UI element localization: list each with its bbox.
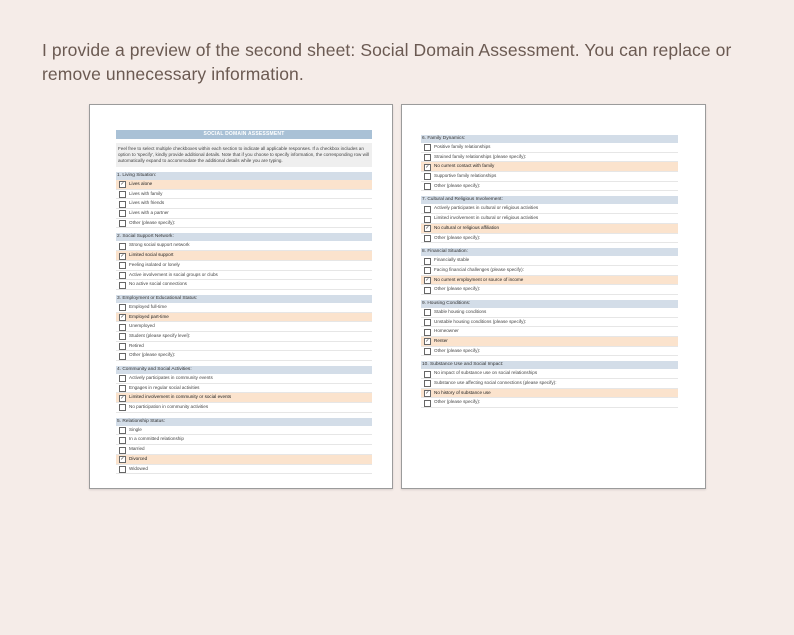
- checkbox-checked-icon[interactable]: ✓: [425, 390, 430, 397]
- checkbox-option-row[interactable]: [116, 426, 372, 436]
- option-label: Renter: [434, 338, 448, 343]
- option-label: Retired: [129, 342, 144, 348]
- option-label: Actively participates in cultural or religious activities: [434, 205, 539, 211]
- checkbox-option-row[interactable]: [116, 313, 372, 323]
- checkbox-option-row[interactable]: [421, 266, 678, 276]
- checkbox-checked-icon[interactable]: ✓: [120, 456, 125, 463]
- option-label: Homeowner: [434, 328, 459, 334]
- assessment-section: [116, 366, 372, 413]
- checkbox-checked-icon[interactable]: ✓: [120, 313, 125, 320]
- section-title: 6. Family Dynamics:: [421, 135, 678, 143]
- checkbox-checked-icon[interactable]: ✓: [120, 252, 125, 259]
- option-label: Married: [129, 446, 145, 452]
- section-title: 7. Cultural and Religious Involvement:: [421, 196, 678, 204]
- checkbox-option-row[interactable]: [116, 351, 372, 361]
- checkbox-checked-icon[interactable]: ✓: [425, 163, 430, 170]
- option-label: Lives alone: [129, 181, 153, 186]
- checkbox-empty-icon[interactable]: [119, 427, 126, 434]
- checkbox-empty-icon[interactable]: [119, 201, 126, 208]
- checkbox-empty-icon[interactable]: [424, 319, 431, 326]
- checkbox-empty-icon[interactable]: [119, 353, 126, 360]
- checkbox-empty-icon[interactable]: [119, 262, 126, 269]
- option-label: Lives with friends: [129, 200, 165, 206]
- checkbox-empty-icon[interactable]: [119, 437, 126, 444]
- checkbox-option-row[interactable]: [421, 276, 678, 286]
- option-label: No current contact with family: [434, 163, 495, 169]
- assessment-section: [116, 172, 372, 228]
- checkbox-option-row[interactable]: [116, 465, 372, 475]
- checkbox-checked-icon[interactable]: ✓: [425, 276, 430, 283]
- checkbox-empty-icon[interactable]: [424, 154, 431, 161]
- checkbox-option-row[interactable]: [116, 271, 372, 281]
- section-title: 2. Social Support Network:: [116, 233, 372, 241]
- option-label: Stable housing conditions: [434, 308, 487, 314]
- section-title: 4. Community and Social Activities:: [116, 366, 372, 374]
- checkbox-empty-icon[interactable]: [119, 466, 126, 473]
- option-label: No current employment or source of income: [434, 276, 524, 282]
- option-label: Active involvement in social groups or clubs: [129, 271, 218, 277]
- assessment-section: [116, 295, 372, 361]
- checkbox-option-row[interactable]: [421, 162, 678, 172]
- checkbox-option-row[interactable]: [116, 251, 372, 261]
- checkbox-empty-icon[interactable]: [424, 216, 431, 223]
- checkbox-option-row[interactable]: [421, 318, 678, 328]
- option-label: Divorced: [129, 455, 148, 461]
- checkbox-option-row[interactable]: [421, 182, 678, 192]
- checkbox-option-row[interactable]: [421, 379, 678, 389]
- checkbox-option-row[interactable]: [116, 180, 372, 190]
- option-label: Other (please specify):: [434, 286, 481, 292]
- checkbox-empty-icon[interactable]: [119, 272, 126, 279]
- checkbox-empty-icon[interactable]: [424, 287, 431, 294]
- option-label: No participation in community activities: [129, 404, 209, 410]
- option-label: Other (please specify):: [129, 219, 176, 225]
- section-title: 8. Financial Situation:: [421, 248, 678, 256]
- option-label: No active social connections: [129, 281, 187, 287]
- checkbox-empty-icon[interactable]: [424, 400, 431, 407]
- checkbox-empty-icon[interactable]: [119, 304, 126, 311]
- document-title: SOCIAL DOMAIN ASSESSMENT: [116, 130, 372, 139]
- checkbox-empty-icon[interactable]: [119, 210, 126, 217]
- checkbox-checked-icon[interactable]: ✓: [425, 225, 430, 232]
- checkbox-checked-icon[interactable]: ✓: [120, 181, 125, 188]
- checkbox-empty-icon[interactable]: [119, 333, 126, 340]
- checkbox-option-row[interactable]: [116, 393, 372, 403]
- checkbox-option-row[interactable]: [421, 285, 678, 295]
- option-label: Limited social support: [129, 252, 174, 258]
- checkbox-option-row[interactable]: [116, 374, 372, 384]
- checkbox-option-row[interactable]: [421, 214, 678, 224]
- checkbox-option-row[interactable]: [116, 435, 372, 445]
- checkbox-option-row[interactable]: [116, 384, 372, 394]
- checkbox-option-row[interactable]: [421, 234, 678, 244]
- checkbox-empty-icon[interactable]: [119, 375, 126, 382]
- sections-list-page-2: [421, 135, 678, 408]
- option-label: Supportive family relationships: [434, 173, 497, 179]
- assessment-section: [421, 196, 678, 243]
- checkbox-option-row[interactable]: [116, 219, 372, 229]
- checkbox-empty-icon[interactable]: [424, 371, 431, 378]
- sheet-page-2: [401, 104, 706, 489]
- checkbox-option-row[interactable]: [421, 369, 678, 379]
- option-label: Engages in regular social activities: [129, 384, 200, 390]
- option-label: In a committed relationship: [129, 436, 184, 442]
- checkbox-option-row[interactable]: [116, 332, 372, 342]
- option-label: Unemployed: [129, 323, 155, 329]
- checkbox-empty-icon[interactable]: [424, 235, 431, 242]
- instructions-text: Feel free to select multiple checkboxes within each section to indicate all applicable responses. If a checkbox includes an option to 'specify', kindly provide additional details. Note that if you choose to specify information, the corresponding row will automatically expand to accommodate the additional details while you are typing.: [116, 143, 372, 167]
- option-label: Strained family relationships (please specify):: [434, 153, 527, 159]
- option-label: Financially stable: [434, 257, 470, 263]
- checkbox-empty-icon[interactable]: [119, 243, 126, 250]
- checkbox-checked-icon[interactable]: ✓: [120, 394, 125, 401]
- option-label: Other (please specify):: [434, 234, 481, 240]
- option-label: Strong social support network: [129, 242, 190, 248]
- checkbox-option-row[interactable]: [421, 153, 678, 163]
- sheet-page-1: [89, 104, 393, 489]
- option-label: Employed full-time: [129, 303, 167, 309]
- checkbox-empty-icon[interactable]: [119, 282, 126, 289]
- checkbox-option-row[interactable]: [116, 241, 372, 251]
- checkbox-empty-icon[interactable]: [119, 404, 126, 411]
- option-label: Other (please specify):: [434, 347, 481, 353]
- option-label: Actively participates in community events: [129, 375, 213, 380]
- checkbox-option-row[interactable]: [116, 445, 372, 455]
- checkbox-option-row[interactable]: [421, 398, 678, 408]
- option-label: Student (please specify level):: [129, 332, 191, 338]
- checkbox-empty-icon[interactable]: [119, 191, 126, 198]
- section-title: 9. Housing Conditions:: [421, 300, 678, 308]
- option-label: Other (please specify):: [129, 352, 176, 358]
- preview-caption: I provide a preview of the second sheet: Social Domain Assessment. You can replace or remove unnecessary information.: [42, 40, 732, 84]
- section-title: 10. Substance Use and Social Impact:: [421, 361, 678, 369]
- assessment-section: [421, 300, 678, 356]
- checkbox-empty-icon[interactable]: [119, 447, 126, 454]
- checkbox-option-row[interactable]: [116, 322, 372, 332]
- option-label: Widowed: [129, 465, 148, 471]
- option-label: Limited involvement in cultural or religious activities: [434, 215, 539, 221]
- checkbox-option-row[interactable]: [421, 308, 678, 318]
- checkbox-empty-icon[interactable]: [119, 385, 126, 392]
- checkbox-checked-icon[interactable]: ✓: [425, 338, 430, 345]
- checkbox-empty-icon[interactable]: [424, 183, 431, 190]
- assessment-section: [421, 135, 678, 191]
- option-label: Single: [129, 426, 142, 432]
- sections-list-page-1: [116, 172, 372, 474]
- checkbox-option-row[interactable]: [421, 143, 678, 153]
- option-label: Limited involvement in community or social events: [129, 394, 232, 400]
- checkbox-empty-icon[interactable]: [119, 343, 126, 350]
- sheet-page-2-content: [421, 130, 678, 408]
- option-label: Lives with family: [129, 190, 163, 196]
- checkbox-option-row[interactable]: [116, 209, 372, 219]
- checkbox-option-row[interactable]: [116, 280, 372, 290]
- section-title: 3. Employment or Educational Status:: [116, 295, 372, 303]
- checkbox-option-row[interactable]: [116, 342, 372, 352]
- checkbox-option-row[interactable]: [421, 256, 678, 266]
- checkbox-empty-icon[interactable]: [424, 258, 431, 265]
- option-label: Other (please specify):: [434, 399, 481, 405]
- section-title: 5. Relationship Status:: [116, 418, 372, 426]
- checkbox-empty-icon[interactable]: [424, 144, 431, 151]
- option-label: Positive family relationships: [434, 144, 491, 149]
- sheet-page-1-content: [116, 130, 372, 474]
- assessment-section: [421, 361, 678, 408]
- checkbox-empty-icon[interactable]: [424, 329, 431, 336]
- checkbox-option-row[interactable]: [421, 347, 678, 357]
- option-label: Other (please specify):: [434, 182, 481, 188]
- assessment-section: [421, 248, 678, 295]
- option-label: No history of substance use: [434, 389, 491, 395]
- checkbox-empty-icon[interactable]: [424, 348, 431, 355]
- option-label: Facing financial challenges (please specify):: [434, 266, 524, 272]
- checkbox-option-row[interactable]: [421, 172, 678, 182]
- checkbox-option-row[interactable]: [421, 204, 678, 214]
- checkbox-option-row[interactable]: [116, 303, 372, 313]
- checkbox-option-row[interactable]: [421, 337, 678, 347]
- checkbox-empty-icon[interactable]: [424, 309, 431, 316]
- checkbox-empty-icon[interactable]: [424, 380, 431, 387]
- option-label: No cultural or religious affiliation: [434, 224, 500, 230]
- option-label: No impact of substance use on social relationships: [434, 370, 538, 376]
- checkbox-empty-icon[interactable]: [424, 267, 431, 274]
- section-title: 1. Living Situation:: [116, 172, 372, 180]
- checkbox-option-row[interactable]: [116, 455, 372, 465]
- assessment-section: [116, 418, 372, 474]
- option-label: Feeling isolated or lonely: [129, 261, 180, 267]
- option-label: Unstable housing conditions (please specify):: [434, 318, 527, 324]
- checkbox-option-row[interactable]: [116, 190, 372, 200]
- assessment-section: [116, 233, 372, 289]
- option-label: Lives with a partner: [129, 210, 169, 216]
- checkbox-empty-icon[interactable]: [424, 173, 431, 180]
- option-label: Employed part-time: [129, 313, 169, 319]
- checkbox-option-row[interactable]: [116, 403, 372, 413]
- checkbox-option-row[interactable]: [116, 199, 372, 209]
- checkbox-empty-icon[interactable]: [424, 206, 431, 213]
- checkbox-option-row[interactable]: [116, 261, 372, 271]
- checkbox-option-row[interactable]: [421, 389, 678, 399]
- checkbox-option-row[interactable]: [421, 224, 678, 234]
- checkbox-empty-icon[interactable]: [119, 220, 126, 227]
- option-label: Substance use affecting social connections (please specify):: [434, 380, 557, 386]
- checkbox-empty-icon[interactable]: [119, 324, 126, 331]
- checkbox-option-row[interactable]: [421, 327, 678, 337]
